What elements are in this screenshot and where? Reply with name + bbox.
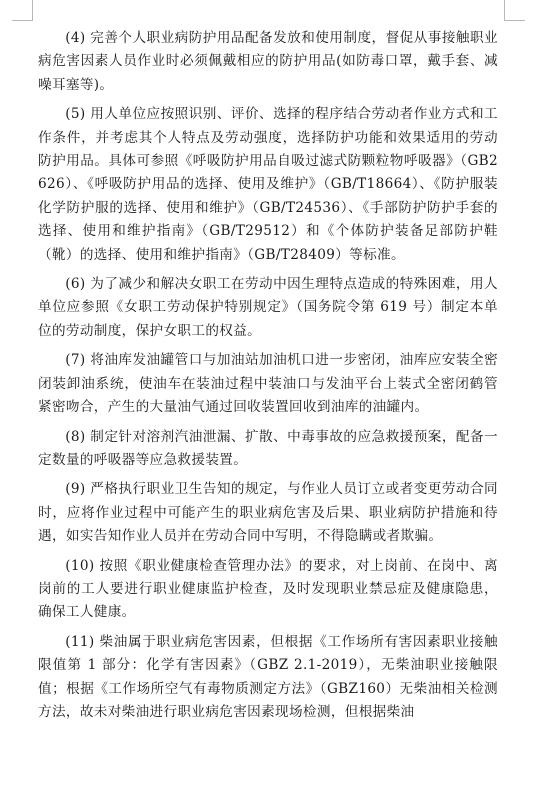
paragraph-item-11: (11) 柴油属于职业病危害因素，但根据《工作场所有害因素职业接触限值第 1 部分：化学有害因素》（GBZ 2.1-2019），无柴油职业接触限值；根据《工作场所空气有毒物质测定方法》（GBZ160）无柴油相关检测方法，故未对柴油进行职业病危害因素现场检测，但根据柴油 — [38, 633, 498, 720]
crop-mark-top-left — [12, 0, 33, 21]
paragraph-item-7: (7) 将油库发油罐管口与加油站加油机口进一步密闭，油库应安装全密闭装卸油系统，使油车在装油过程中装油口与发油平台上装式全密闭鹤管紧密吻合，产生的大量油气通过回收装置回收到油库的油罐内。 — [38, 352, 498, 416]
crop-mark-top-right — [504, 0, 525, 21]
paragraph-item-9: (9) 严格执行职业卫生告知的规定，与作业人员订立或者变更劳动合同时，应将作业过程中可能产生的职业病危害及后果、职业病防护措施和待遇，如实告知作业人员并在劳动合同中写明，不得隐瞒或者欺骗。 — [38, 481, 498, 545]
paragraph-item-6: (6) 为了减少和解决女职工在劳动中因生理特点造成的特殊困难，用人单位应参照《女职工劳动保护特别规定》（国务院令第 619 号）制定本单位的劳动制度，保护女职工的权益。 — [38, 276, 498, 339]
paragraph-item-5: (5) 用人单位应按照识别、评价、选择的程序结合劳动者作业方式和工作条件，并考虑其个人特点及劳动强度，选择防护功能和效果适用的劳动防护用品。具体可参照《呼吸防护用品自吸过滤式防颗粒物呼吸器》（GB2626）、《呼吸防护用品的选择、使用及维护》（GB/T18664）、《防护服装化学防护服的选择、使用和维护》（GB/T24536）、《手部防护防护手套的选择、使用和维护指南》（GB/T29512）和《个体防护装备足部防护鞋（靴）的选择、使用和维护指南》（GB/T28409）等标准。 — [38, 106, 498, 263]
paragraph-item-8: (8) 制定针对溶剂汽油泄漏、扩散、中毒事故的应急救援预案，配备一定数量的呼吸器等应急救援装置。 — [38, 428, 498, 468]
document-body — [38, 27, 498, 730]
paragraph-item-4: (4) 完善个人职业病防护用品配备发放和使用制度，督促从事接触职业病危害因素人员作业时必须佩戴相应的防护用品(如防毒口罩，戴手套、减噪耳塞等)。 — [38, 30, 498, 93]
paragraph-item-10: (10) 按照《职业健康检查管理办法》的要求，对上岗前、在岗中、离岗前的工人要进行职业健康监护检查，及时发现职业禁忌症及健康隐患，确保工人健康。 — [38, 557, 498, 621]
